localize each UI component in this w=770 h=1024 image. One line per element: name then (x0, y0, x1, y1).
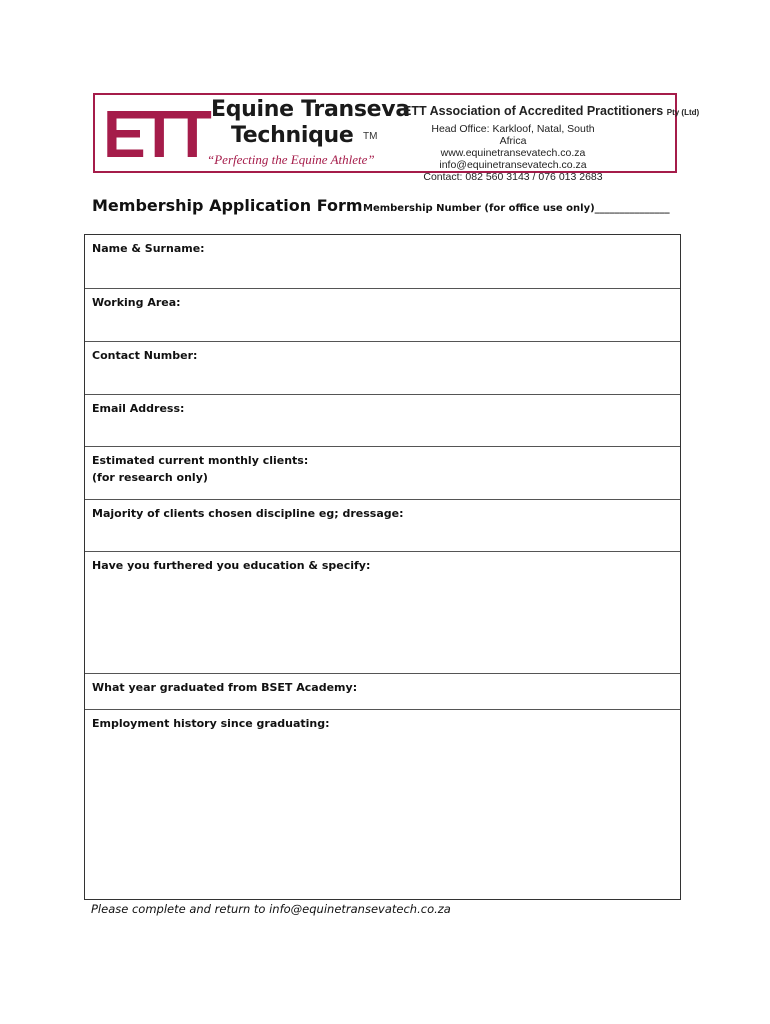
field-email-address[interactable] (85, 394, 680, 446)
field-graduation-year[interactable] (85, 673, 680, 709)
field-label: Majority of clients chosen discipline eg; dressage: (92, 507, 404, 520)
association-pty: Pty (Ltd) (666, 108, 700, 117)
association-name: ETT Association of Accredited Practitioners (403, 104, 664, 118)
field-label: Employment history since graduating: (92, 717, 330, 730)
association-title (403, 104, 699, 118)
field-label-main: Estimated current monthly clients: (92, 454, 309, 467)
letterhead (93, 93, 700, 183)
email: info@equinetransevatech.co.za (439, 159, 587, 171)
contact-details (423, 123, 603, 183)
field-label: Contact Number: (92, 349, 198, 362)
field-label: Name & Surname: (92, 242, 205, 255)
membership-number-field: Membership Number (for office use only)_______________ (363, 203, 670, 214)
application-form (84, 234, 681, 900)
contact-phone: Contact: 082 560 3143 / 076 013 2683 (423, 171, 603, 183)
field-label (92, 452, 308, 486)
logo-text: ETT (103, 96, 206, 172)
head-office: Head Office: Karkloof, Natal, South Africa (431, 123, 595, 147)
brand-name-line1: Equine Transeva (211, 97, 410, 122)
footer-note: Please complete and return to info@equinetransevatech.co.za (91, 902, 451, 916)
trademark-mark: TM (363, 131, 378, 142)
field-monthly-clients[interactable] (85, 446, 680, 499)
field-further-education[interactable] (85, 551, 680, 673)
form-title: Membership Application Form (92, 196, 363, 215)
field-label: Email Address: (92, 402, 185, 415)
website: www.equinetransevatech.co.za (440, 147, 586, 159)
field-label: Working Area: (92, 296, 181, 309)
field-working-area[interactable] (85, 288, 680, 341)
field-label: Have you furthered you education & specify: (92, 559, 371, 572)
brand-name-line2: Technique (231, 123, 354, 148)
field-label: What year graduated from BSET Academy: (92, 681, 358, 694)
field-employment-history[interactable] (85, 709, 680, 899)
field-name-surname[interactable] (85, 235, 680, 288)
ett-logo (101, 96, 206, 172)
field-contact-number[interactable] (85, 341, 680, 394)
field-label-sub: (for research only) (92, 471, 208, 484)
brand-tagline: “Perfecting the Equine Athlete” (207, 152, 375, 167)
field-client-discipline[interactable] (85, 499, 680, 551)
